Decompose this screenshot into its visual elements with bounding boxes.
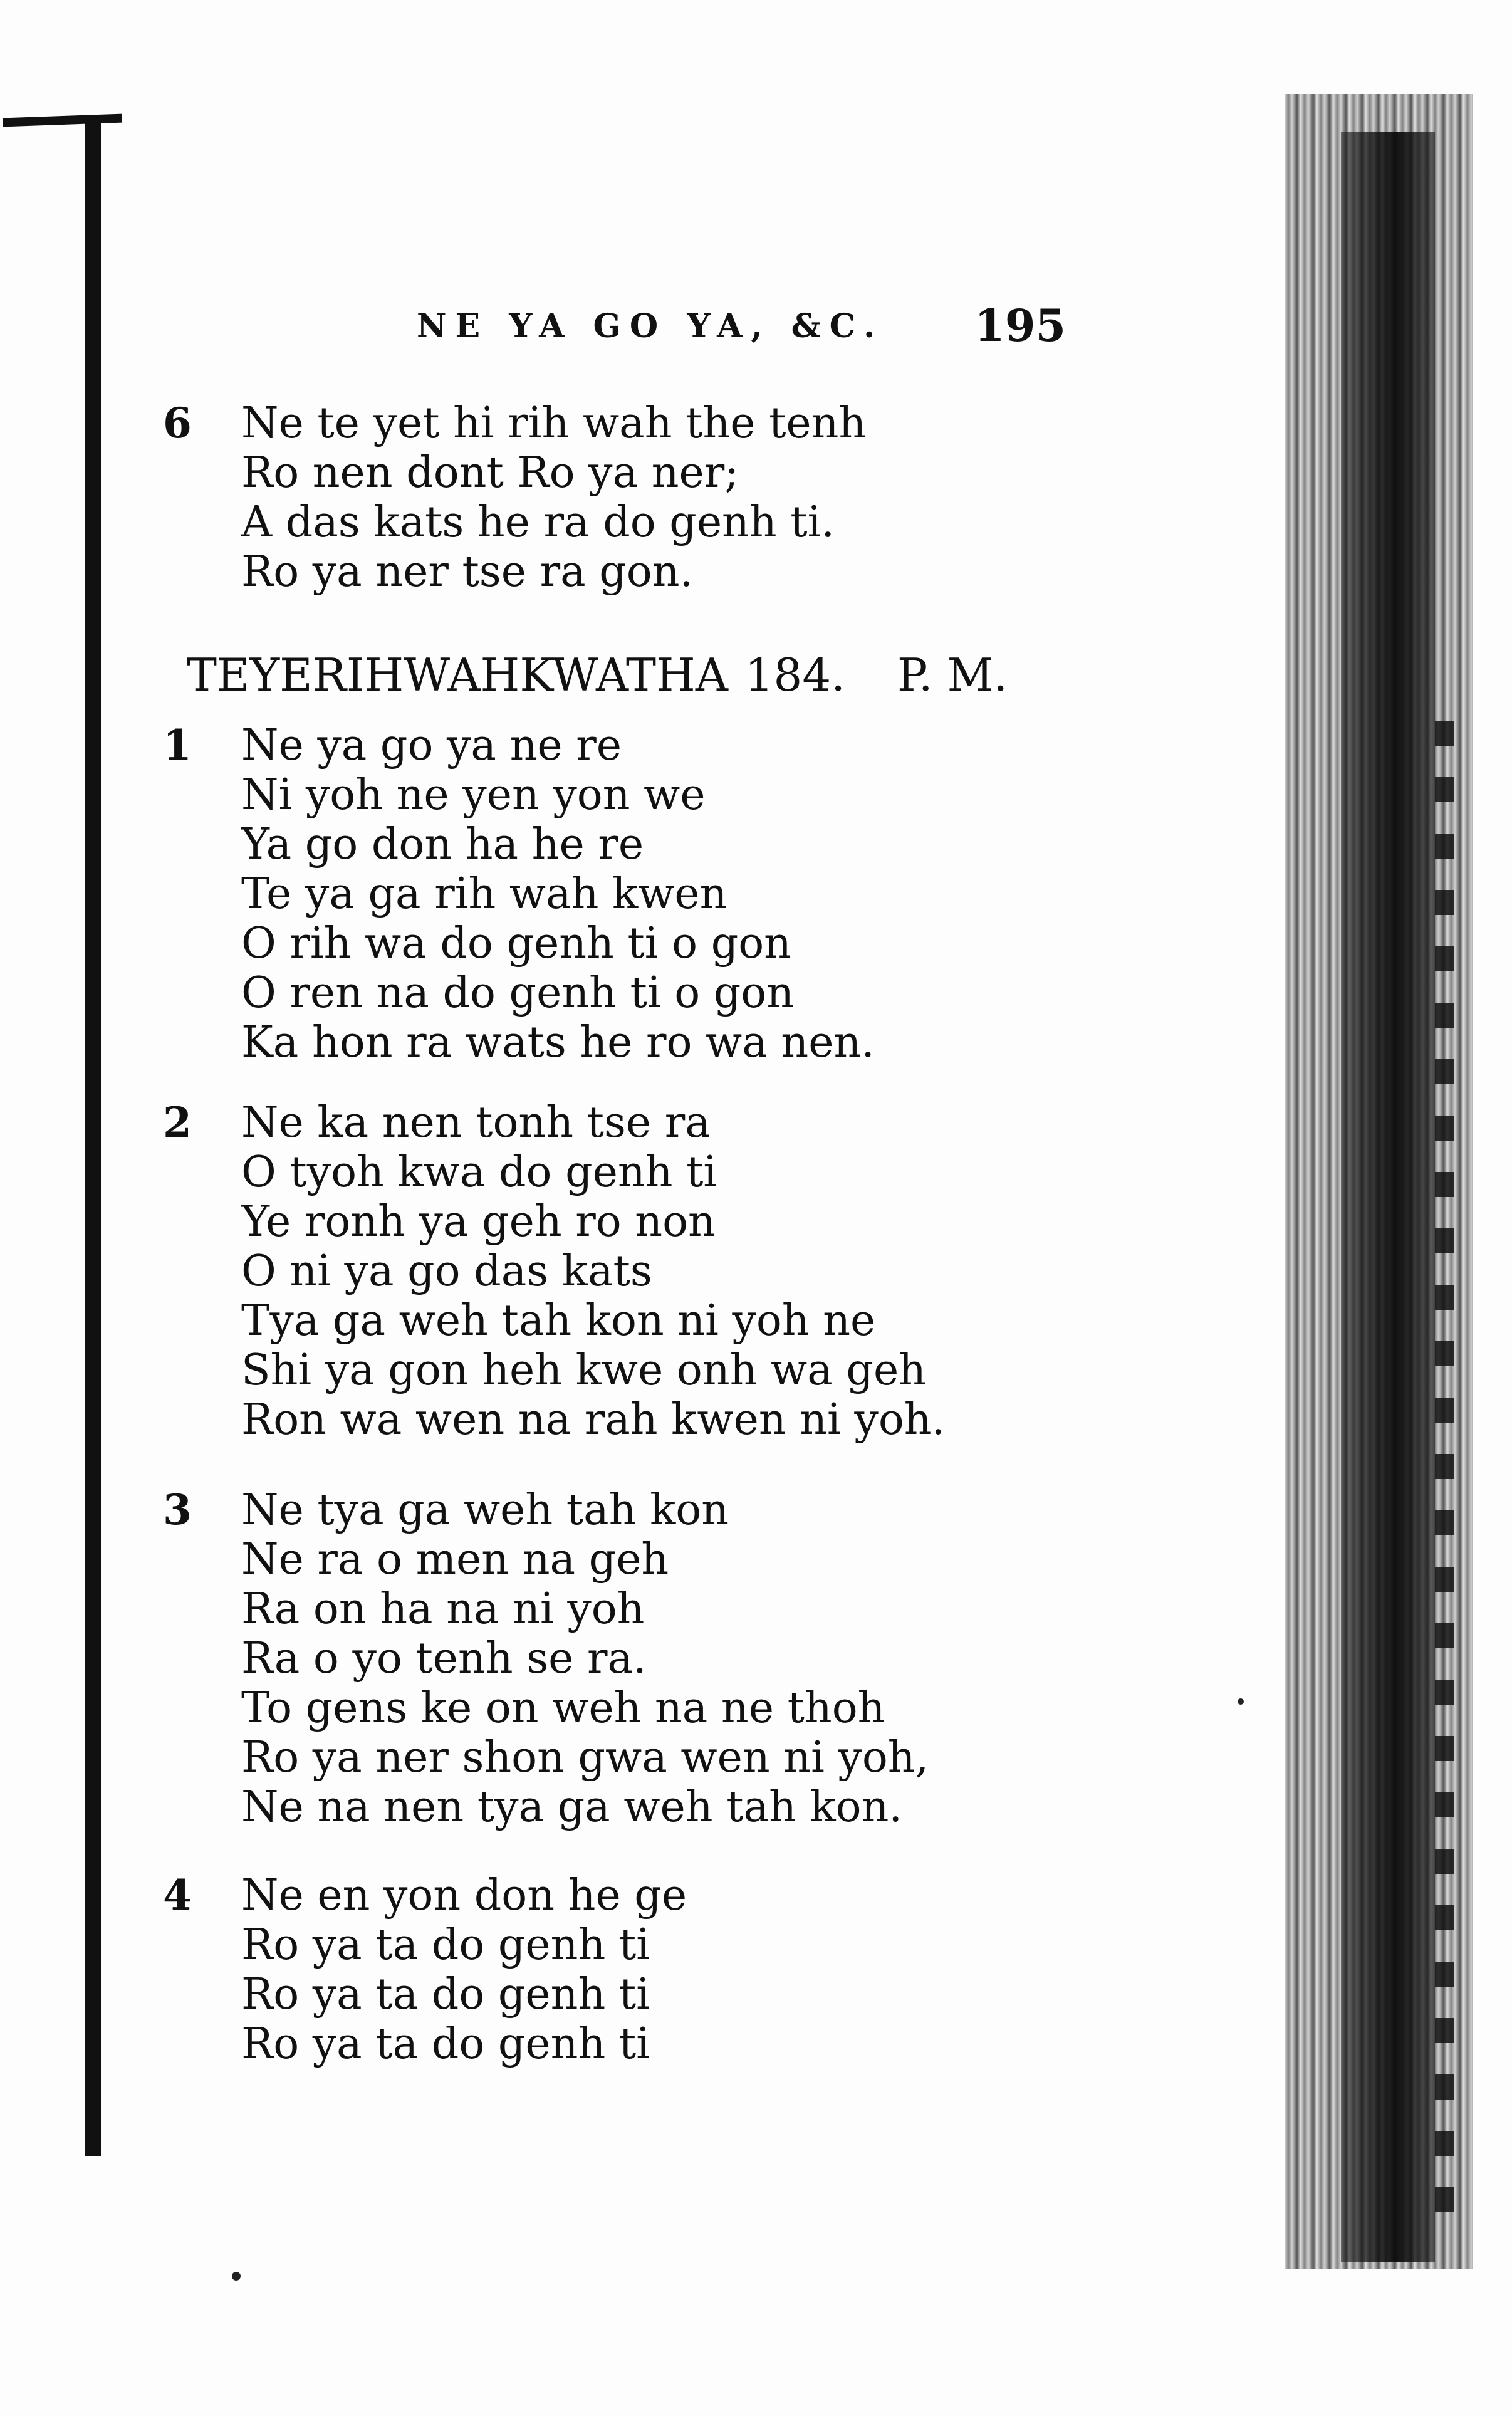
verse-number: 2	[163, 1098, 192, 1147]
verse-line: O rih wa do genh ti o gon	[241, 919, 791, 968]
hymn-meter: P. M.	[897, 649, 1008, 701]
verse-line: Te ya ga rih wah kwen	[241, 869, 727, 919]
verse-line: O ni ya go das kats	[241, 1247, 652, 1296]
verse-line: Ne na nen tya ga weh tah kon.	[241, 1782, 903, 1832]
verse-line: Ro ya ta do genh ti	[241, 2019, 650, 2069]
verse-line: O tyoh kwa do genh ti	[241, 1148, 717, 1197]
running-header: NE YA GO YA, &C.	[417, 307, 884, 345]
binding-edge-cap	[3, 114, 122, 127]
verse-line: Ne ra o men na geh	[241, 1535, 669, 1584]
verse-line: Ne ka nen tonh tse ra	[241, 1098, 711, 1148]
verse-line: Ron wa wen na rah kwen ni yoh.	[241, 1395, 946, 1445]
verse-line: A das kats he ra do genh ti.	[241, 498, 835, 547]
verse-number: 6	[163, 399, 192, 447]
verse-number: 1	[163, 721, 192, 770]
verse-line: O ren na do genh ti o gon	[241, 968, 795, 1018]
verse-line: Ra on ha na ni yoh	[241, 1584, 645, 1634]
verse-line: Ya go don ha he re	[241, 820, 644, 869]
scan-gutter-shadow	[1341, 132, 1435, 2262]
verse-line: Ne tya ga weh tah kon	[241, 1485, 729, 1535]
binding-edge	[85, 119, 101, 2156]
page-number: 195	[974, 300, 1066, 352]
verse-line: To gens ke on weh na ne thoh	[241, 1683, 885, 1733]
scan-gutter-marks	[1435, 721, 1454, 2225]
verse-lines	[241, 1485, 929, 1832]
hymn-name: TEYERIHWAHKWATHA	[187, 649, 728, 701]
verse-line: Ne en yon don he ge	[241, 1871, 687, 1920]
verse-line: Ka hon ra wats he ro wa nen.	[241, 1018, 875, 1067]
verse-line: Ro ya ner shon gwa wen ni yoh,	[241, 1733, 929, 1782]
verse-line: Ro ya ner tse ra gon.	[241, 547, 694, 597]
verse-line: Ro nen dont Ro ya ner;	[241, 448, 739, 498]
verse-line: Ro ya ta do genh ti	[241, 1920, 650, 1970]
hymn-number: 184.	[744, 649, 846, 701]
ink-speck	[232, 2272, 241, 2281]
verse-lines	[241, 1098, 945, 1445]
verse-lines	[241, 721, 875, 1067]
verse-line: Ro ya ta do genh ti	[241, 1970, 650, 2019]
verse-line: Ne te yet hi rih wah the tenh	[241, 399, 867, 448]
verse-line: Ra o yo tenh se ra.	[241, 1634, 647, 1683]
verse-line: Tya ga weh tah kon ni yoh ne	[241, 1296, 876, 1346]
verse-lines	[241, 399, 866, 597]
hymn-title	[187, 649, 1008, 701]
verse-number: 4	[163, 1871, 192, 1920]
verse-line: Shi ya gon heh kwe onh wa geh	[241, 1346, 926, 1395]
verse-line: Ne ya go ya ne re	[241, 721, 622, 770]
verse-line: Ni yoh ne yen yon we	[241, 770, 706, 820]
verse-lines	[241, 1871, 687, 2069]
verse-line: Ye ronh ya geh ro non	[241, 1197, 716, 1247]
verse-number: 3	[163, 1485, 192, 1534]
ink-speck	[1238, 1698, 1244, 1705]
